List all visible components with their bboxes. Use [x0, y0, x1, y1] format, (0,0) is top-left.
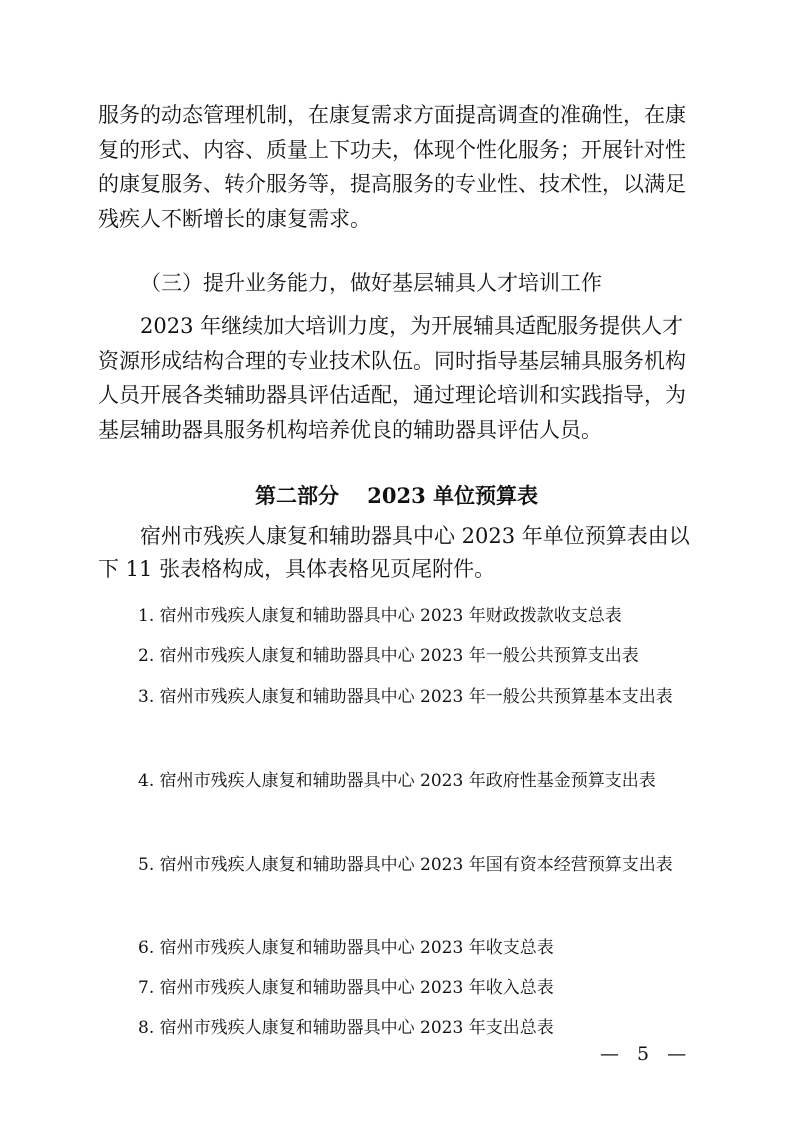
section-intro: 宿州市残疾人康复和辅助器具中心 2023 年单位预算表由以下 11 张表格构成，具体表格见页尾附件。	[98, 524, 690, 581]
list-item: 4. 宿州市残疾人康复和辅助器具中心 2023 年政府性基金预算支出表	[138, 771, 656, 791]
body-paragraph-1: 服务的动态管理机制，在康复需求方面提高调查的准确性，在康复的形式、内容、质量上下功夫，体现个性化服务；开展针对性的康复服务、转介服务等，提高服务的专业性、技术性，以满足残疾人不断增长的康复需求。	[98, 103, 686, 231]
table-list	[98, 596, 690, 1048]
section-title: 第二部分 2023 单位预算表	[254, 483, 539, 508]
list-item: 7. 宿州市残疾人康复和辅助器具中心 2023 年收入总表	[138, 978, 554, 998]
body-paragraph-2: 2023 年继续加大培训力度，为开展辅具适配服务提供人才资源形成结构合理的专业技术队伍。同时指导基层辅具服务机构人员开展各类辅助器具评估适配，通过理论培训和实践指导，为基层辅助器具服务机构培养优良的辅助器具评估人员。	[98, 314, 686, 442]
list-item: 1. 宿州市残疾人康复和辅助器具中心 2023 年财政拨款收支总表	[138, 606, 622, 626]
subheading: （三）提升业务能力，做好基层辅具人才培训工作	[140, 271, 602, 295]
list-item: 8. 宿州市残疾人康复和辅助器具中心 2023 年支出总表	[138, 1018, 554, 1038]
list-item: 2. 宿州市残疾人康复和辅助器具中心 2023 年一般公共预算支出表	[138, 646, 639, 666]
page-number: — 5 —	[600, 1043, 693, 1065]
list-item: 6. 宿州市残疾人康复和辅助器具中心 2023 年收支总表	[138, 938, 554, 958]
list-item: 5. 宿州市残疾人康复和辅助器具中心 2023 年国有资本经营预算支出表	[138, 855, 673, 875]
list-item: 3. 宿州市残疾人康复和辅助器具中心 2023 年一般公共预算基本支出表	[138, 687, 673, 707]
